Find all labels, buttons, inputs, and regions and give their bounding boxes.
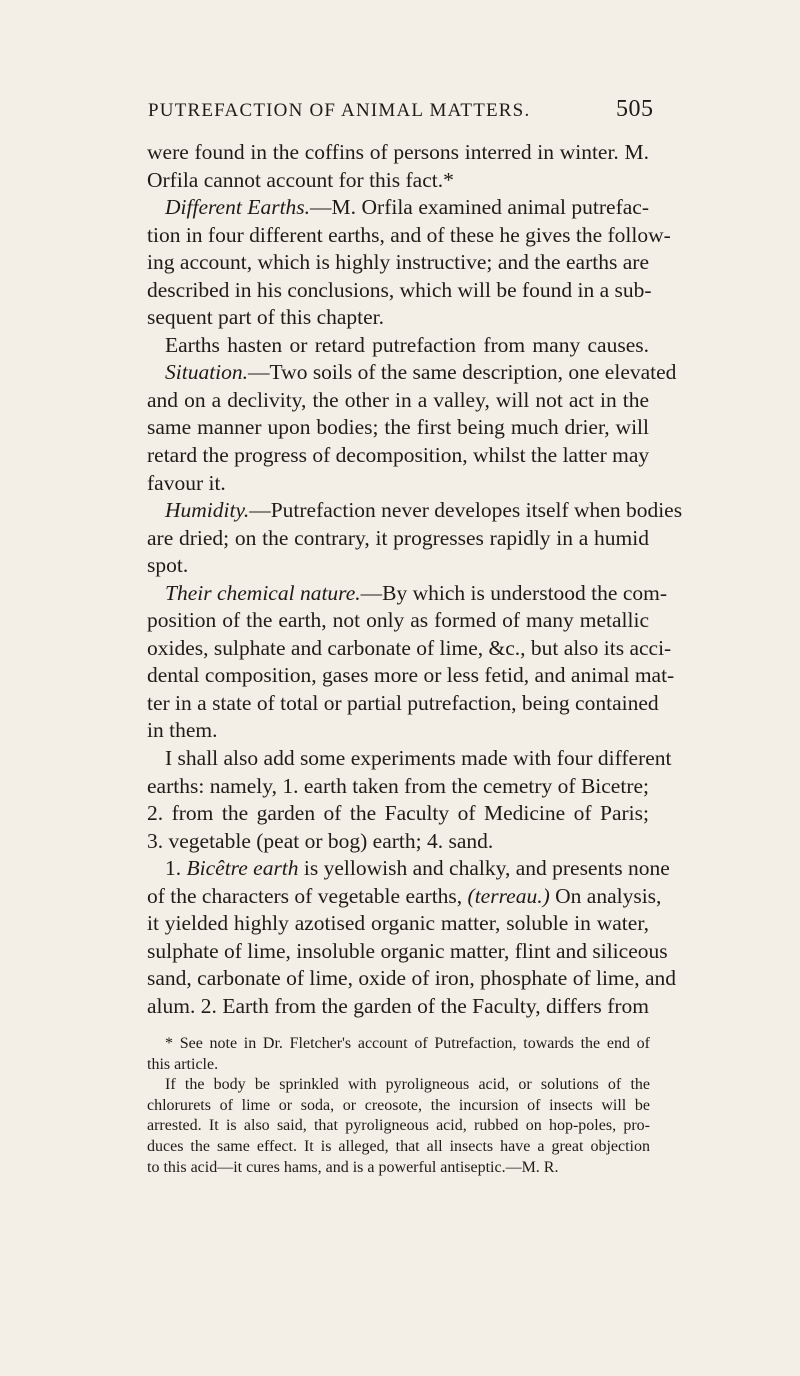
text-line: retard the progress of decomposition, whilst the latter may [147,443,650,468]
text-line: sulphate of lime, insoluble organic matter, flint and siliceous [147,938,668,963]
text-line: Their chemical nature.—By which is understood the com- [165,580,667,605]
section-heading: Humidity. [165,498,250,523]
footnote-line: this article. [147,1055,219,1073]
text-line: Different Earths.—M. Orfila examined animal putrefac- [165,195,649,220]
section-heading: Different Earths. [165,195,311,220]
text-line: Situation.—Two soils of the same description, one elevated [165,360,677,385]
text-line: Earths hasten or retard putrefaction from many causes. [165,332,649,357]
footnote-line: * See note in Dr. Fletcher's account of Putrefaction, towards the end of [165,1035,650,1052]
text-line: sand, carbonate of lime, oxide of iron, phosphate of lime, and [147,966,676,991]
text-line: Orfila cannot account for this fact.* [147,167,454,192]
section-heading: Situation. [165,360,249,385]
footnote-line: duces the same effect. It is alleged, that all insects have a great objection [147,1137,650,1155]
footnote-line: chlorurets of lime or soda, or creosote, the incursion of insects will be [147,1096,650,1114]
body-text [147,139,683,1021]
text-line: oxides, sulphate and carbonate of lime, &c., but also its acci- [147,635,672,660]
page-number: 505 [616,96,654,122]
text-line: are dried; on the contrary, it progresses rapidly in a humid [147,525,649,550]
text-line: ter in a state of total or partial putrefaction, being contained [147,690,659,715]
text-line: spot. [147,553,189,578]
text-line: alum. 2. Earth from the garden of the Faculty, differs from [147,993,649,1018]
footnote-line: to this acid—it cures hams, and is a powerful antiseptic.—M. R. [147,1158,559,1176]
text-line: it yielded highly azotised organic matter, soluble in water, [147,911,649,936]
text-line: I shall also add some experiments made with four different [165,746,672,771]
text-line: described in his conclusions, which will be found in a sub- [147,277,652,302]
running-head: PUTREFACTION OF ANIMAL MATTERS. [148,100,531,121]
text-line: same manner upon bodies; the first being much drier, will [147,415,649,440]
text-line: were found in the coffins of persons interred in winter. M. [147,140,649,164]
text-line: dental composition, gases more or less fetid, and animal mat- [147,663,675,688]
text-line: ing account, which is highly instructive; and the earths are [147,250,649,275]
text-line: tion in four different earths, and of these he gives the follow- [147,222,671,247]
text-line: earths: namely, 1. earth taken from the cemetry of Bicetre; [147,773,649,798]
text-line: in them. [147,718,218,743]
text-line: 1. Bicêtre earth is yellowish and chalky, and presents none [165,856,670,881]
text-line: position of the earth, not only as formed of many metallic [147,608,649,633]
text-line: and on a declivity, the other in a valley, will not act in the [147,387,649,412]
footnotes [147,1034,650,1178]
text-line: sequent part of this chapter. [147,305,385,330]
text-line: of the characters of vegetable earths, (terreau.) On analysis, [147,883,662,908]
section-heading: Their chemical nature. [165,580,361,605]
section-heading: Bicêtre earth [186,856,299,881]
footnote-line: arrested. It is also said, that pyroligneous acid, rubbed on hop-poles, pro- [147,1117,650,1135]
text-line: 2. from the garden of the Faculty of Medicine of Paris; [147,801,649,826]
text-line: favour it. [147,470,226,495]
text-line: Humidity.—Putrefaction never developes itself when bodies [165,498,683,523]
footnote-line: If the body be sprinkled with pyroligneous acid, or solutions of the [165,1076,650,1094]
text-line: 3. vegetable (peat or bog) earth; 4. sand. [147,828,494,853]
